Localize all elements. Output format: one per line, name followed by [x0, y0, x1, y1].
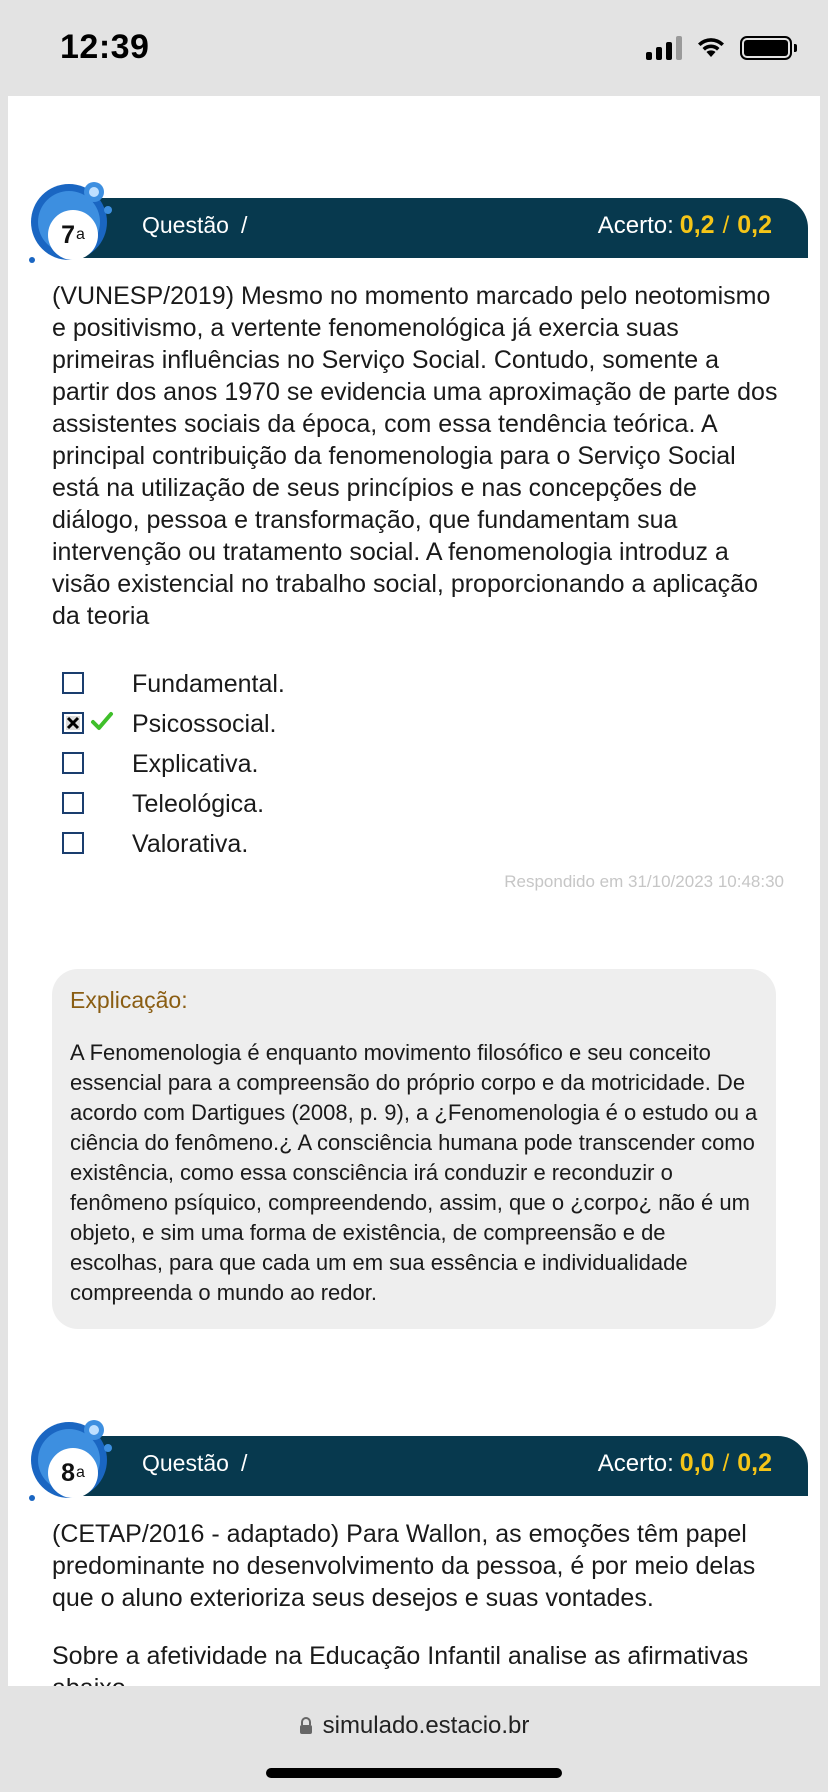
option-checkbox[interactable] — [62, 752, 84, 774]
question-label: Questão / — [142, 1450, 248, 1476]
browser-url-bar[interactable] — [0, 1686, 828, 1792]
wifi-icon — [696, 37, 726, 59]
url-text: simulado.estacio.br — [322, 1712, 530, 1739]
question-text: (VUNESP/2019) Mesmo no momento marcado pelo neotomismo e positivismo, a vertente fenomenológica já exercia suas primeiras influências no Serviço Social. Contudo, somente a partir dos anos 1970 se evidencia uma aproximação de parte dos assistentes sociais da época, com essa tendência teórica. A principal contribuição da fenomenologia para o Serviço Social está na utilização de seus princípios e nas concepções de diálogo, pessoa e transformação, que fundamentam sua intervenção ou tratamento social. A fenomenologia introduz a visão existencial no trabalho social, proporcionando a aplicação da teoria — [52, 282, 778, 630]
question-text-continued: Sobre a afetividade na Educação Infantil analise as afirmativas — [52, 1642, 749, 1670]
lock-icon — [299, 1717, 313, 1735]
score-total: 0,2 — [737, 1449, 772, 1477]
status-time: 12:39 — [60, 28, 150, 66]
x-mark-icon — [65, 715, 81, 731]
url-display[interactable] — [0, 1712, 828, 1740]
status-bar — [0, 0, 828, 96]
score-value: 0,0 — [679, 1449, 715, 1477]
question-number: 8 a — [48, 1448, 98, 1498]
option-checkbox-checked[interactable] — [62, 712, 84, 734]
question-header — [26, 1436, 808, 1496]
answered-timestamp: Respondido em 31/10/2023 10:48:30 — [504, 872, 784, 891]
status-icons — [646, 36, 792, 60]
question-number: 7 a — [48, 210, 98, 260]
question-score: Acerto: 0,2 / 0,2 — [597, 211, 772, 239]
question-score: Acerto: 0,0 / 0,2 — [597, 1449, 772, 1477]
question-label: Questão / — [142, 212, 248, 238]
battery-icon — [740, 36, 792, 60]
option-fundamental[interactable]: Fundamental. — [52, 668, 792, 708]
explanation-box — [52, 969, 776, 1329]
cellular-signal-icon — [646, 36, 682, 60]
option-checkbox[interactable] — [62, 792, 84, 814]
option-valorativa[interactable]: Valorativa. — [52, 828, 792, 868]
explanation-title: Explicação: — [70, 987, 188, 1013]
score-value: 0,2 — [679, 211, 715, 239]
page-content — [8, 96, 820, 1686]
option-teleologica[interactable]: Teleológica. — [52, 788, 792, 828]
option-checkbox[interactable] — [62, 672, 84, 694]
correct-check-icon — [90, 710, 114, 732]
explanation-text: A Fenomenologia é enquanto movimento filosófico e seu conceito essencial para a compreensão do próprio corpo e da motricidade. De acordo com Dartigues (2008, p. 9), a ¿Fenomenologia é o estudo ou a ciência do fenômeno.¿ A consciência humana pode transcender como existência, como essa consciência irá conduzir e reconduzir o fenômeno psíquico, compreendendo, assim, que o ¿corpo¿ não é um objeto, e sim uma forma de existência, de compreensão e de escolhas, para que cada um em sua essência e individualidade compreenda o mundo ao redor. — [70, 1040, 758, 1305]
question-header — [26, 198, 808, 258]
option-checkbox[interactable] — [62, 832, 84, 854]
answer-options — [52, 668, 792, 868]
score-total: 0,2 — [737, 211, 772, 239]
option-explicativa[interactable]: Explicativa. — [52, 748, 792, 788]
option-psicossocial[interactable]: Psicossocial. — [52, 708, 792, 748]
home-indicator[interactable] — [266, 1768, 562, 1778]
question-text: (CETAP/2016 - adaptado) Para Wallon, as emoções têm papel predominante no desenvolvimento da pessoa, é por meio delas que o aluno exterioriza seus desejos e suas vontades. — [52, 1520, 756, 1612]
